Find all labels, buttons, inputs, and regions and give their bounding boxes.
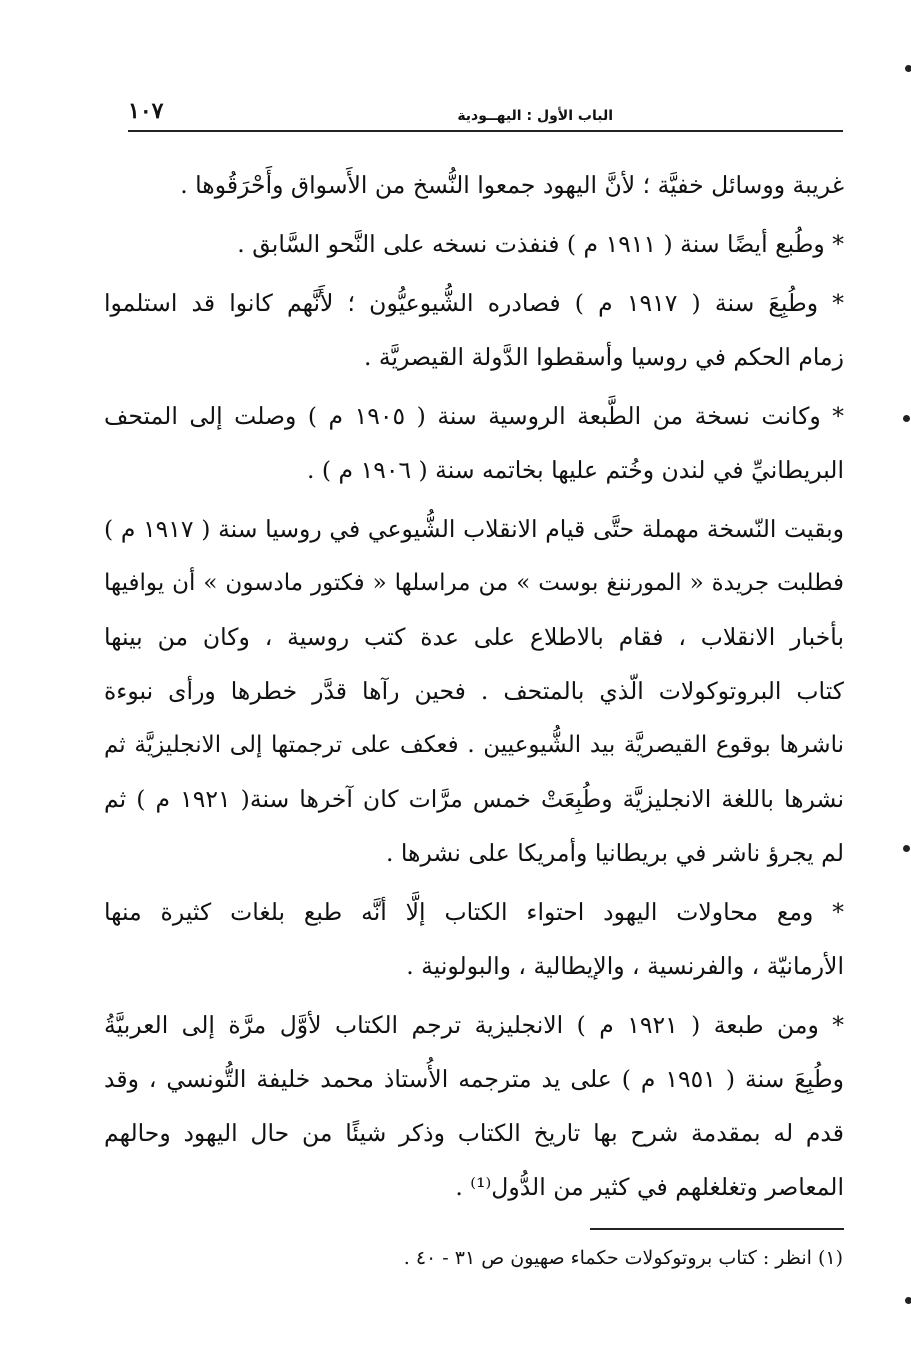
text-line: البريطانيِّ في لندن وخُتم عليها بخاتمه سنة ( ١٩٠٦ م ) . (306, 456, 844, 484)
paragraph-2 (104, 217, 844, 271)
text-line: * ومع محاولات اليهود احتواء الكتاب إلَّا أنَّه طبع بلغات كثيرة منها (104, 898, 844, 926)
paragraph-5 (104, 502, 844, 880)
text-line: * وطُبع أيضًا سنة ( ١٩١١ م ) فنفذت نسخه على النَّحو السَّابق . (237, 230, 844, 258)
margin-dot (905, 1297, 911, 1304)
text-line: بأخبار الانقلاب ، فقام بالاطلاع على عدة كتب روسية ، وكان من بينها (104, 623, 844, 651)
running-title: الباب الأول : اليهــودية (457, 108, 613, 124)
text-line: قدم له بمقدمة شرح بها تاريخ الكتاب وذكر شيئًا من حال اليهود وحالهم (104, 1119, 844, 1147)
text-line: وطُبِعَ سنة ( ١٩٥١ م ) على يد مترجمه الأُستاذ محمد خليفة التُّونسي ، وقد (104, 1065, 844, 1093)
footnote: (١) انظر : كتاب بروتوكولات حكماء صهيون ص ٣١ - ٤٠ . (403, 1247, 843, 1269)
text-line: نشرها باللغة الانجليزيَّة وطُبِعَتْ خمس مرَّات كان آخرها سنة( ١٩٢١ م ) ثم (104, 785, 845, 813)
text-line: * ومن طبعة ( ١٩٢١ م ) الانجليزية ترجم الكتاب لأوَّل مرَّة إلى العربيَّةُ (104, 1011, 844, 1039)
text-line: فطلبت جريدة « المورننغ بوست » من مراسلها « فكتور مادسون » أن يوافيها (104, 570, 844, 596)
paragraph-4 (104, 389, 844, 497)
text-line: الأرمانيّة ، والفرنسية ، والإيطالية ، والبولونية . (406, 952, 844, 980)
text-line: * وطُبِعَ سنة ( ١٩١٧ م ) فصادره الشُّيوعيُّون ؛ لأَنَّهم كانوا قد استلموا (104, 289, 844, 317)
margin-dot (903, 415, 910, 422)
text-line: غريبة ووسائل خفيَّة ؛ لأنَّ اليهود جمعوا النُّسخ من الأَسواق وأَحْرَقُوها . (180, 171, 844, 199)
paragraph-3 (104, 276, 844, 384)
paragraph-1 (104, 158, 844, 212)
paragraph-6 (104, 885, 844, 993)
text-line: وبقيت النّسخة مهملة حتَّى قيام الانقلاب الشُّيوعي في روسيا سنة ( ١٩١٧ م ) (104, 515, 844, 543)
margin-dot (903, 845, 910, 852)
text-line: زمام الحكم في روسيا وأسقطوا الدَّولة القيصريَّة . (363, 343, 844, 371)
text-line: ناشرها بوقوع القيصريَّة بيد الشُّيوعيين . فعكف على ترجمتها إلى الانجليزيَّة ثم (104, 732, 844, 758)
header-rule (128, 130, 843, 132)
paragraph-7 (104, 998, 844, 1214)
text-line: كتاب البروتوكولات الّذي بالمتحف . فحين رآها قدَّر خطرها ورأى نبوءة (104, 677, 844, 705)
text-line: * وكانت نسخة من الطَّبعة الروسية سنة ( ١٩٠٥ م ) وصلت إلى المتحف (104, 402, 844, 430)
running-header (128, 98, 843, 130)
margin-dot (905, 65, 911, 72)
text-line: المعاصر وتغلغلهم في كثير من الدُّول⁽¹⁾ . (455, 1173, 844, 1201)
page-number: ١٠٧ (128, 98, 164, 124)
footnote-rule (590, 1228, 844, 1230)
body-text (104, 158, 844, 1219)
text-line: لم يجرؤ ناشر في بريطانيا وأمريكا على نشرها . (385, 839, 844, 867)
